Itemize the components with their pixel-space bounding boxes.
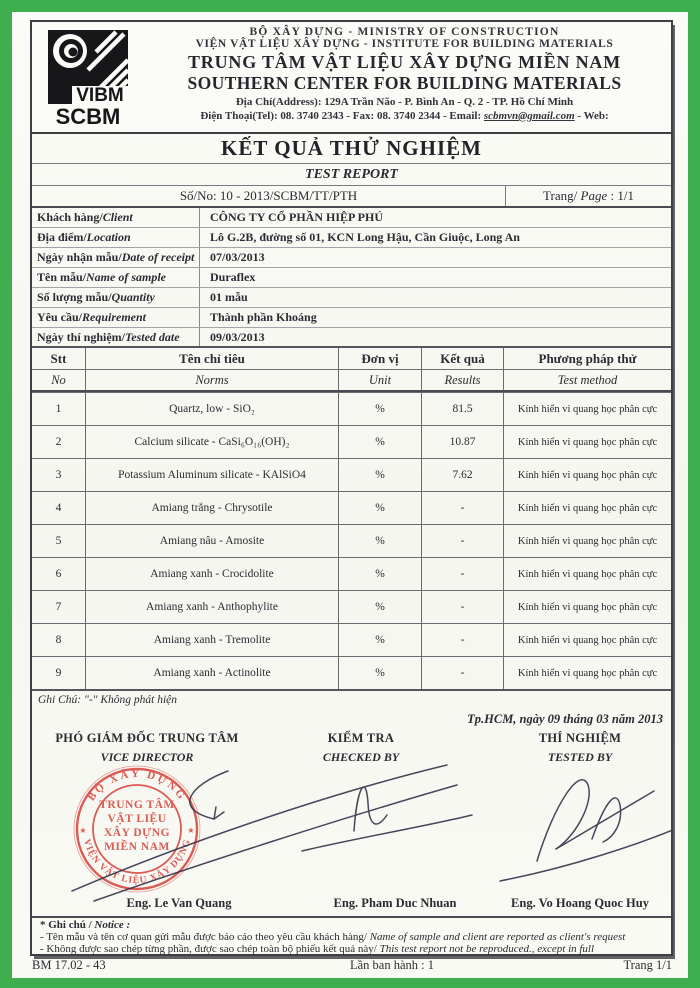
cell-method: Kính hiển vi quang học phân cực [517,568,658,580]
cell-name: Amiang trắng - Chrysotile [86,492,339,524]
paper-page [12,12,688,978]
footer-form-code: BM 17.02 - 43 [32,958,106,972]
cell-method: Kính hiển vi quang học phân cực [517,634,658,646]
cell-name: Amiang xanh - Crocidolite [86,558,339,590]
signer-name: Eng. Vo Hoang Quoc Huy [511,896,649,910]
logo-eye-icon [53,34,87,68]
org-contact-line [142,110,667,122]
report-number-row [32,186,671,208]
cell-unit: % [339,459,422,491]
cell-name: Quartz, low - SiO₂ [86,393,339,425]
info-row-requirement [32,308,671,328]
stamp-center-line: VẬT LIỆU [107,813,167,825]
signature-stroke-tested-by [500,780,671,881]
header-cell-result: Kết quả [422,348,504,370]
header-section [32,22,671,134]
report-number: Số/No: 10 - 2013/SCBM/TT/PTH [179,188,358,203]
footer-page-number: Trang 1/1 [623,958,672,972]
report-title-vi: KẾT QUẢ THỬ NGHIỆM [32,134,671,164]
info-label: Địa điểm/Location [32,228,200,247]
table-row [32,459,671,492]
table-row [32,426,671,459]
org-header-text [142,26,667,122]
cell-no: 6 [32,558,86,590]
info-row-receipt-date [32,248,671,268]
signature-subtitle: TESTED BY [547,750,613,764]
cell-unit: % [339,393,422,425]
notice-line: - Không được sao chép từng phần, được sao chép toàn bộ phiếu kết quả này/ This test report not be reproduced., except in full [40,943,595,955]
results-header-vi [32,348,671,370]
cell-result: - [422,624,504,656]
client-info-table [32,208,671,348]
cell-method: Kính hiển vi quang học phân cực [517,535,658,547]
note-line: Ghi Chú: "-" Không phát hiện [38,694,178,706]
cell-result: - [422,492,504,524]
logo-vibm-text: VIBM [76,85,124,106]
info-value: Lô G.2B, đường số 01, KCN Long Hậu, Cần Giuộc, Long An [210,230,520,244]
cell-result: - [422,591,504,623]
info-value: 09/03/2013 [210,330,265,344]
stamp-center-line: XÂY DỰNG [103,827,171,839]
org-ministry-line: BỘ XÂY DỰNG - MINISTRY OF CONSTRUCTION [249,26,560,38]
signer-name: Eng. Pham Duc Nhuan [333,896,457,910]
cell-unit: % [339,591,422,623]
cell-method: Kính hiển vi quang học phân cực [517,667,658,679]
cell-no: 8 [32,624,86,656]
date-line: Tp.HCM, ngày 09 tháng 03 năm 2013 [467,712,663,726]
signature-subtitle: CHECKED BY [322,750,400,764]
cell-result: 7.62 [422,459,504,491]
cell-unit: % [339,525,422,557]
info-label: Ngày nhận mẫu/Date of receipt [32,248,200,267]
cell-name: Amiang xanh - Tremolite [86,624,339,656]
results-header-en [32,370,671,393]
signature-title: THÍ NGHIỆM [538,731,622,745]
cell-unit: % [339,624,422,656]
header-cell-unit: Đơn vị [339,348,422,370]
report-title-en: TEST REPORT [32,164,671,186]
signer-name: Eng. Le Van Quang [126,896,232,910]
info-row-sample-name [32,268,671,288]
logo-scbm-text: SCBM [55,104,121,128]
cell-no: 9 [32,657,86,689]
signature-title: KIỂM TRA [327,731,395,745]
notice-title: * Ghi chú / Notice : [40,919,131,931]
table-row [32,393,671,426]
cell-unit: % [339,492,422,524]
info-value: Duraflex [210,270,256,284]
header-cell-no: No [32,370,86,392]
table-row [32,525,671,558]
cell-method: Kính hiển vi quang học phân cực [517,469,658,481]
org-tel: Điện Thoại(Tel): 08. 3740 2343 - Fax: 08. 3740 2344 - Email: [200,110,484,122]
info-row-tested-date [32,328,671,348]
signature-subtitle: VICE DIRECTOR [100,750,194,764]
cell-name: Potassium Aluminum silicate - KAlSiO4 [86,459,339,491]
info-row-location [32,228,671,248]
cell-no: 1 [32,393,86,425]
table-row [32,591,671,624]
header-cell-norms-en: Norms [86,370,339,392]
cell-name: Amiang xanh - Anthophylite [86,591,339,623]
cell-unit: % [339,558,422,590]
header-cell-method: Phương pháp thử [538,351,637,366]
cell-method: Kính hiển vi quang học phân cực [517,436,658,448]
org-web: - Web: [574,110,609,122]
header-cell-unit-en: Unit [339,370,422,392]
stamp-star-right-icon: ★ [187,826,195,835]
org-center-name-vi: TRUNG TÂM VẬT LIỆU XÂY DỰNG MIỀN NAM [188,52,621,72]
notice-line: - Tên mẫu và tên cơ quan gửi mẫu được báo cáo theo yêu cầu khách hàng/ Name of sample and client are reported as client's request [40,931,626,943]
cell-no: 5 [32,525,86,557]
cell-unit: % [339,426,422,458]
cell-method: Kính hiển vi quang học phân cực [517,601,658,613]
info-label: Số lượng mẫu/Quantity [32,288,200,307]
stamp-center-line: MIỀN NAM [104,841,170,853]
cell-no: 3 [32,459,86,491]
official-stamp [74,766,200,892]
results-table [32,348,671,691]
cell-unit: % [339,657,422,689]
cell-no: 4 [32,492,86,524]
info-value: CÔNG TY CỔ PHẦN HIỆP PHÚ [210,210,384,224]
cell-result: - [422,558,504,590]
cell-no: 2 [32,426,86,458]
page-label-en: Page [580,188,608,203]
header-cell-stt: Stt [32,348,86,370]
stamp-arc-bottom-text: VIỆN VẬT LIỆU XÂY DỰNG [81,838,193,887]
page-indicator [505,186,671,206]
signature-title: PHÓ GIÁM ĐỐC TRUNG TÂM [55,731,239,745]
cell-result: 10.87 [422,426,504,458]
cell-no: 7 [32,591,86,623]
org-institute-line: VIỆN VẬT LIỆU XÂY DỰNG - INSTITUTE FOR BUILDING MATERIALS [195,38,614,50]
page-value: : 1/1 [607,188,634,203]
cell-method: Kính hiển vi quang học phân cực [517,502,658,514]
stamp-center-line: TRUNG TÂM [99,799,175,811]
org-address-line: Địa Chỉ(Address): 129A Trần Não - P. Bình An - Q. 2 - TP. Hồ Chí Minh [235,96,574,108]
signature-section [32,691,671,965]
stamp-arc-top-text: BỘ XÂY DỰNG [85,767,189,804]
cell-name: Amiang nâu - Amosite [86,525,339,557]
org-center-name-en: SOUTHERN CENTER FOR BUILDING MATERIALS [187,73,622,93]
report-document [30,20,673,956]
info-value: 01 mẫu [210,290,248,304]
header-cell-results-en: Results [422,370,504,392]
cell-result: - [422,525,504,557]
cell-method: Kính hiển vi quang học phân cực [517,403,658,415]
info-row-quantity [32,288,671,308]
info-label: Ngày thí nghiệm/Tested date [32,328,200,346]
cell-result: - [422,657,504,689]
org-email: scbmvn@gmail.com [483,110,575,122]
cell-name: Amiang xanh - Actinolite [86,657,339,689]
info-label: Khách hàng/Client [32,208,200,227]
cell-result: 81.5 [422,393,504,425]
cell-name: Calcium silicate - CaSi₆O₁₆(OH)₂ [86,426,339,458]
table-row [32,657,671,691]
info-label: Yêu cầu/Requirement [32,308,200,327]
table-row [32,558,671,591]
info-row-client [32,208,671,228]
stamp-star-left-icon: ★ [79,826,87,835]
signature-stroke-checked-by [302,787,472,851]
info-label: Tên mẫu/Name of sample [32,268,200,287]
info-value: 07/03/2013 [210,250,265,264]
header-cell-norms: Tên chỉ tiêu [86,348,339,370]
table-row [32,492,671,525]
page-label-vi: Trang/ [543,188,581,203]
header-cell-method-en: Test method [504,370,671,392]
form-footer [32,958,672,973]
info-value: Thành phần Khoáng [210,310,317,324]
vibm-logo [44,30,136,128]
table-row [32,624,671,657]
footer-issue-number: Lần ban hành : 1 [349,958,434,972]
